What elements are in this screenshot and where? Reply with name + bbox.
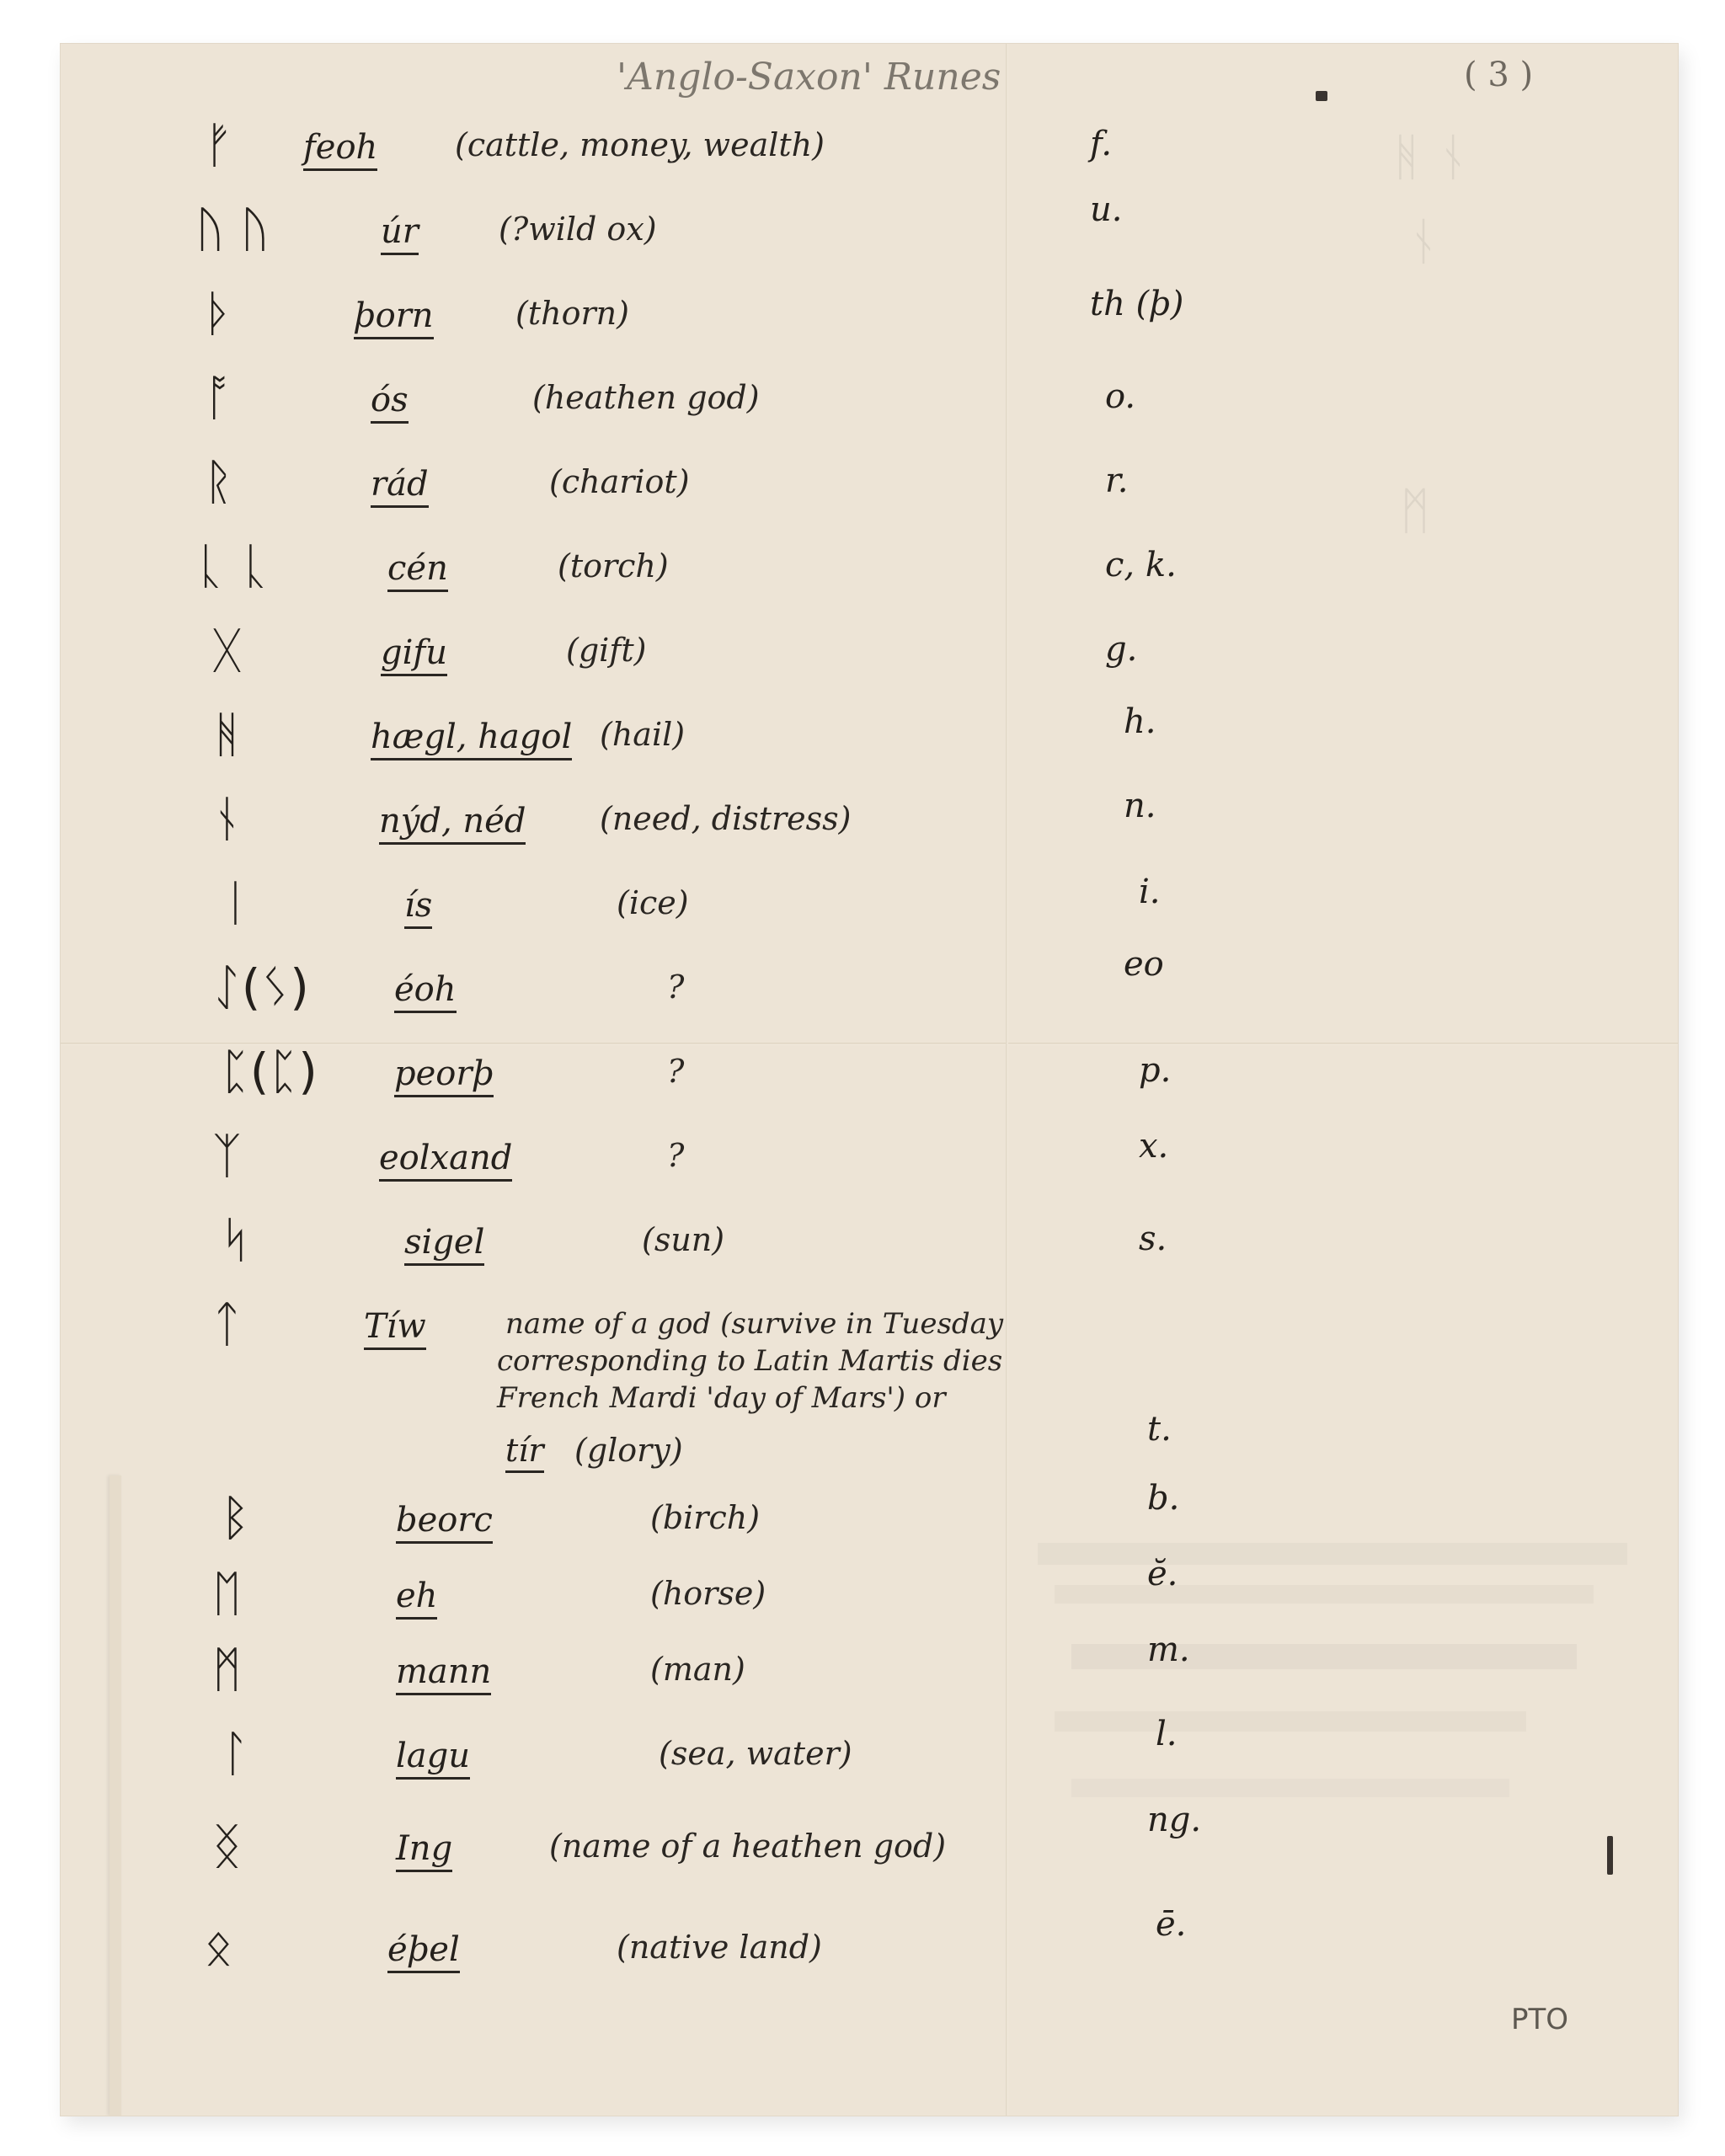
- underlying-page-edge: [109, 1476, 121, 2116]
- rune-glyph: ᚾ: [212, 790, 242, 847]
- rune-name: sigel: [404, 1223, 484, 1266]
- rune-gloss: (name of a heathen god): [549, 1828, 947, 1865]
- rune-gloss: (native land): [617, 1929, 822, 1966]
- sound-value: u.: [1090, 190, 1123, 229]
- rune-glyph: ᛝ: [212, 1817, 242, 1875]
- rune-glyph: ᛖ: [212, 1565, 242, 1622]
- rune-glyph: ᚠ: [204, 116, 233, 173]
- rune-gloss: (thorn): [515, 295, 629, 332]
- rune-name: úr: [381, 212, 419, 255]
- rune-gloss: (horse): [650, 1575, 766, 1612]
- tiw-note-line-1: name of a god (survive in Tuesday: [505, 1307, 1004, 1341]
- rune-name: beorc: [396, 1501, 493, 1544]
- rune-gloss: (birch): [650, 1499, 761, 1536]
- rune-name: Ing: [396, 1829, 452, 1872]
- rune-name: lagu: [396, 1737, 470, 1780]
- bleed-through-ghost: [1038, 1543, 1627, 1565]
- sound-value: h.: [1124, 702, 1156, 741]
- rune-glyph: ᚱ: [204, 453, 233, 510]
- rune-name: þorn: [354, 296, 434, 339]
- ink-mark: [1607, 1836, 1613, 1875]
- rune-name: mann: [396, 1652, 491, 1695]
- rune-name: feoh: [303, 128, 377, 171]
- rune-gloss: ?: [667, 1137, 685, 1174]
- pto-note: PTO: [1511, 2003, 1569, 2036]
- tiw-alt-name: tír: [505, 1432, 544, 1473]
- rune-gloss: (sea, water): [659, 1735, 852, 1772]
- rune-gloss: (hail): [600, 716, 686, 753]
- rune-glyph: ᛟ: [204, 1919, 233, 1976]
- rune-name: ós: [371, 381, 409, 424]
- rune-glyph: ᚷ: [212, 622, 242, 679]
- rune-glyph: ᛗ: [212, 1641, 242, 1698]
- sound-value: ē.: [1156, 1905, 1187, 1944]
- sound-value: i.: [1139, 873, 1161, 911]
- sound-value: l.: [1156, 1715, 1178, 1753]
- sound-value: ng.: [1147, 1801, 1202, 1839]
- sound-value: g.: [1105, 630, 1138, 669]
- rune-name: eh: [396, 1577, 437, 1620]
- bleed-through-ghost: ᛗ: [1400, 482, 1430, 541]
- rune-name: eolxand: [379, 1139, 512, 1182]
- tiw-note-line-2: corresponding to Latin Martis dies: [497, 1344, 1003, 1378]
- rune-gloss: (sun): [642, 1221, 725, 1258]
- sound-value: s.: [1139, 1219, 1167, 1258]
- sound-value: p.: [1139, 1051, 1172, 1090]
- bleed-through-ghost: ᚻ ᚾ: [1391, 128, 1469, 187]
- rune-gloss: (cattle, money, wealth): [455, 126, 825, 163]
- rune-glyph: ᚻ: [212, 706, 242, 763]
- rune-name: rád: [371, 465, 429, 508]
- rune-name: cén: [387, 549, 448, 592]
- ink-dot: [1316, 91, 1327, 101]
- rune-name: gifu: [381, 633, 447, 676]
- rune-name: ís: [404, 886, 432, 929]
- sound-value: o.: [1105, 377, 1136, 416]
- rune-glyph: ᚳ ᚳ: [195, 537, 270, 595]
- rune-glyph: ᛈ(ᛈ): [221, 1043, 318, 1100]
- rune-gloss: ?: [667, 1053, 685, 1090]
- vertical-fold-crease: [1006, 44, 1008, 2116]
- sound-value: n.: [1124, 787, 1156, 825]
- rune-gloss: (man): [650, 1651, 745, 1688]
- rune-gloss: (heathen god): [532, 379, 760, 416]
- sound-value: t.: [1147, 1410, 1172, 1449]
- rune-name: éoh: [394, 970, 457, 1013]
- page-header: 'Anglo-Saxon' Runes: [617, 56, 1001, 99]
- rune-gloss: ?: [667, 969, 685, 1006]
- rune-glyph: ᛒ: [221, 1489, 250, 1546]
- rune-name: Tíw: [364, 1307, 426, 1350]
- rune-gloss: (ice): [617, 884, 689, 921]
- sound-value: f.: [1090, 125, 1113, 163]
- sound-value: c, k.: [1105, 546, 1177, 584]
- sound-value: th (þ): [1090, 285, 1184, 323]
- rune-glyph: ᚦ: [204, 285, 233, 342]
- rune-glyph: ᛏ: [212, 1295, 242, 1353]
- sound-value: ĕ.: [1147, 1555, 1178, 1593]
- rune-gloss: (torch): [558, 547, 669, 584]
- tiw-note-line-3: French Mardi 'day of Mars') or: [497, 1381, 946, 1415]
- tiw-alt-gloss: (glory): [574, 1432, 683, 1469]
- rune-glyph: ᛁ: [221, 874, 250, 931]
- rune-glyph: ᛋ: [221, 1211, 250, 1268]
- rune-name: éþel: [387, 1930, 460, 1973]
- rune-name: hægl, hagol: [371, 718, 572, 760]
- manuscript-page: [61, 44, 1678, 2116]
- rune-glyph: ᛇ(ᛊ): [212, 958, 309, 1016]
- rune-name: peorþ: [394, 1054, 494, 1097]
- bleed-through-ghost: [1071, 1779, 1509, 1797]
- bleed-through-ghost: [1055, 1711, 1526, 1732]
- rune-glyph: ᛉ: [212, 1127, 242, 1184]
- sound-value: eo: [1124, 945, 1164, 984]
- rune-gloss: (gift): [566, 632, 647, 669]
- rune-gloss: (?wild ox): [499, 211, 657, 248]
- sound-value: b.: [1147, 1479, 1180, 1518]
- sound-value: x.: [1139, 1127, 1169, 1166]
- rune-glyph: ᚢ ᚢ: [195, 200, 270, 258]
- sound-value: m.: [1147, 1630, 1190, 1669]
- page-number: ( 3 ): [1464, 56, 1534, 94]
- rune-gloss: (chariot): [549, 463, 690, 500]
- bleed-through-ghost: [1055, 1585, 1594, 1604]
- rune-glyph: ᛚ: [221, 1725, 250, 1782]
- rune-name: nýd, néd: [379, 802, 526, 845]
- sound-value: r.: [1105, 462, 1129, 500]
- rune-glyph: ᚩ: [204, 369, 233, 426]
- bleed-through-ghost: ᚾ: [1408, 212, 1439, 271]
- rune-gloss: (need, distress): [600, 800, 852, 837]
